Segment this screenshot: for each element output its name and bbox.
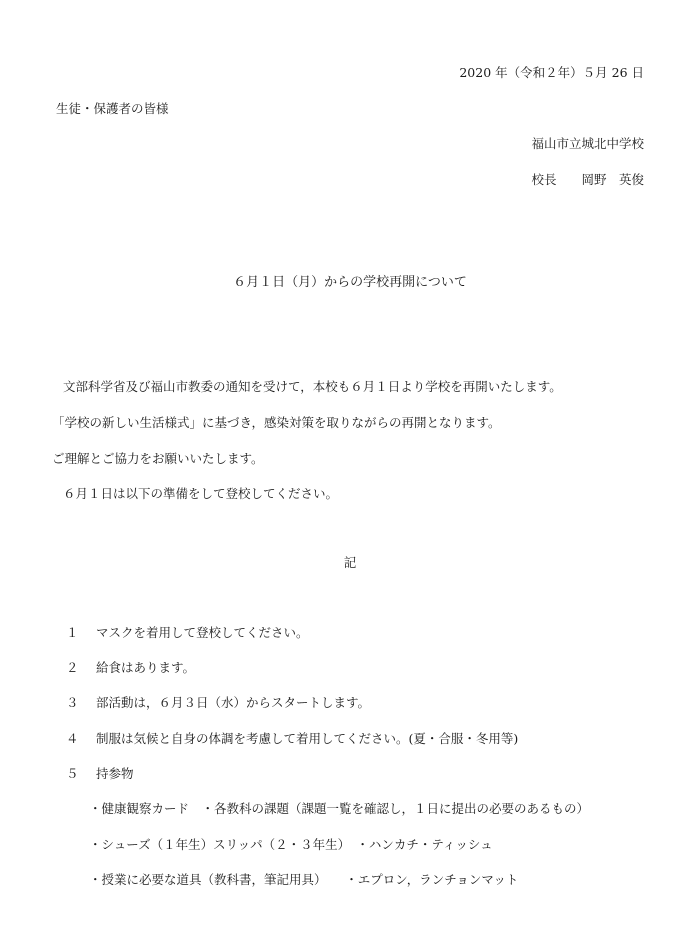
list-item-number: ５ (66, 766, 79, 781)
ki-heading: 記 (343, 555, 357, 570)
body-paragraph: ６月１日は以下の準備をして登校してください。 (63, 486, 339, 501)
list-item-text: マスクを着用して登校してください。 (96, 625, 309, 640)
belongings-line: ・シューズ（１年生）スリッパ（２・３年生） ・ハンカチ・ティッシュ (89, 837, 493, 852)
list-item (66, 697, 370, 710)
document-title: ６月１日（月）からの学校再開について (233, 275, 467, 290)
list-item-text: 部活動は，６月３日（水）からスタートします。 (96, 695, 371, 710)
principal-name: 校長 岡野 英俊 (531, 172, 644, 187)
list-item (66, 733, 518, 746)
list-item (66, 768, 134, 781)
list-item (66, 627, 309, 640)
recipient: 生徒・保護者の皆様 (56, 101, 169, 116)
body-paragraph: 文部科学省及び福山市教委の通知を受けて，本校も６月１日より学校を再開いたします。 (63, 379, 562, 394)
list-item-number: １ (66, 625, 79, 640)
list-item-text: 持参物 (96, 766, 134, 781)
belongings-line: ・健康観察カード ・各教科の課題（課題一覧を確認し，１日に提出の必要のあるもの） (89, 801, 590, 816)
list-item-number: ４ (66, 731, 79, 746)
list-item-number: ２ (66, 660, 79, 675)
list-item (66, 662, 195, 675)
body-paragraph: ご理解とご協力をお願いいたします。 (52, 451, 264, 466)
body-paragraph: 「学校の新しい生活様式」に基づき，感染対策を取りながらの再開となります。 (52, 415, 501, 430)
list-item-text: 制服は気候と自身の体調を考慮して着用してください。(夏・合服・冬用等) (96, 731, 519, 746)
belongings-line: ・授業に必要な道具（教科書，筆記用具） ・エプロン，ランチョンマット (89, 872, 519, 887)
list-item-text: 給食はあります。 (96, 660, 196, 675)
list-item-number: ３ (66, 695, 79, 710)
school-name: 福山市立城北中学校 (531, 136, 644, 151)
date: 2020 年（令和２年）５月 26 日 (459, 65, 644, 80)
